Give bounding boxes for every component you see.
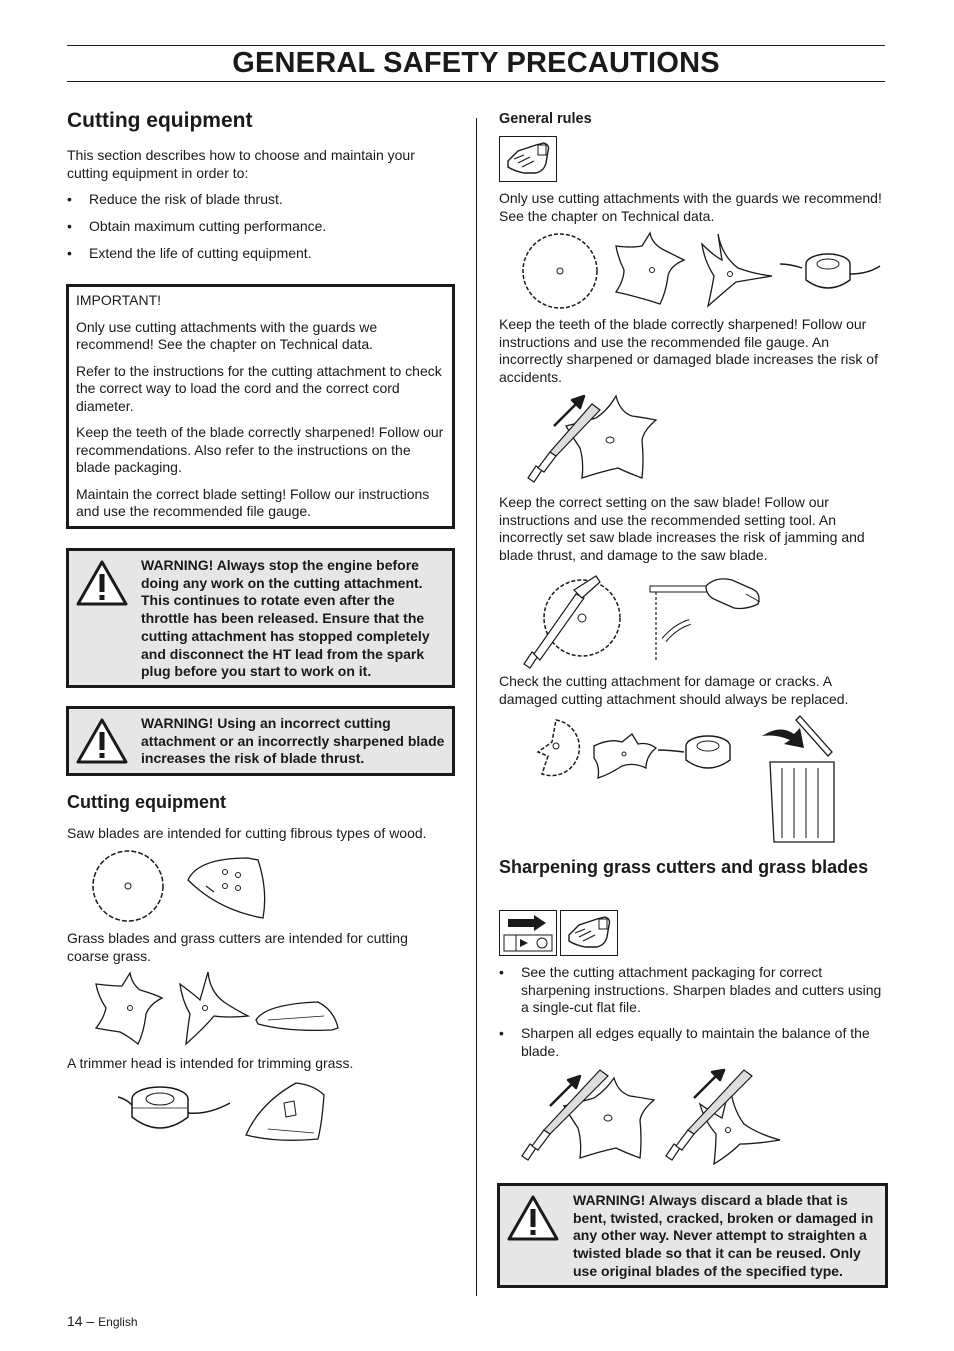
trimmer-head-text: A trimmer head is intended for trimming grass. xyxy=(67,1055,354,1071)
footer-language: English xyxy=(98,1315,138,1329)
bullet-item: • Reduce the risk of blade thrust. xyxy=(67,191,447,209)
grass-cutter-icon xyxy=(702,234,772,306)
important-paragraph: Refer to the instructions for the cutting attachment to check the correct way to load the cord and the correct cord diameter. xyxy=(76,362,442,414)
sharpen-blade-illustration xyxy=(520,390,660,485)
glove-icon xyxy=(500,137,556,181)
glove-symbol xyxy=(560,910,618,956)
important-paragraph: Only use cutting attachments with the guards we recommend! See the chapter on Technical data. xyxy=(76,318,378,352)
warning-text: WARNING! Always stop the engine before doing any work on the cutting attachment. This continues to rotate even after the throttle has been released. Ensure that the cutting attachment has stopped completely and disconnect the HT lead from the spark plug before you start to work on it. xyxy=(141,557,430,680)
rule-text: Keep the correct setting on the saw blade! Follow our instructions and use the recommended setting tool. An incorrectly set saw blade increases the risk of jamming and blade thrust, and damage to the saw blade. xyxy=(499,494,865,563)
rule-text: Only use cutting attachments with the guards we recommend! See the chapter on Technical data. xyxy=(499,190,882,224)
page-footer xyxy=(67,1312,138,1331)
saw-blade-icon xyxy=(523,234,597,308)
title-rule xyxy=(67,81,885,82)
bullet-item: • Sharpen all edges equally to maintain the balance of the blade. xyxy=(499,1025,885,1060)
glove-icon xyxy=(706,579,760,609)
trimmer-head-icon xyxy=(118,1087,230,1128)
warning-box-stop-engine xyxy=(66,548,455,688)
trimmer-head-icon xyxy=(658,736,730,768)
bullet-item: • Obtain maximum cutting performance. xyxy=(67,218,447,236)
saw-blade-text: Saw blades are intended for cutting fibrous types of wood. xyxy=(67,825,427,841)
grass-cutter-icon xyxy=(180,972,248,1044)
saw-blade-icon xyxy=(93,851,163,921)
intro-text: This section describes how to choose and maintain your cutting equipment in order to: xyxy=(67,147,415,181)
cutting-attachments-illustration xyxy=(518,230,883,310)
warning-text: WARNING! Using an incorrect cutting attachment or an incorrectly sharpened blade increases the risk of blade thrust. xyxy=(141,715,445,767)
grass-blade-icon xyxy=(616,233,684,304)
bullet-item: • See the cutting attachment packaging for correct sharpening instructions. Sharpen blades and cutters using a single-cut flat file. xyxy=(499,964,885,1017)
grass-blade-icon xyxy=(594,734,656,778)
bullet-item: • Extend the life of cutting equipment. xyxy=(67,245,447,263)
important-paragraph: Keep the teeth of the blade correctly sharpened! Follow our recommendations. Also refer to the instructions on the blade packaging. xyxy=(76,424,444,475)
saw-blade-icon xyxy=(538,720,579,776)
guard-icon xyxy=(188,858,265,918)
warning-triangle-icon xyxy=(506,1194,560,1242)
saw-setting-illustration xyxy=(520,570,770,670)
sharpening-illustration xyxy=(518,1068,788,1166)
setting-tool-icon xyxy=(650,586,710,660)
grass-blade-illustration xyxy=(88,970,348,1048)
important-paragraph: Maintain the correct blade setting! Follow our instructions and use the recommended file gauge. xyxy=(76,485,430,519)
rule-text: Check the cutting attachment for damage or cracks. A damaged cutting attachment should always be replaced. xyxy=(499,673,849,707)
grass-blade-icon xyxy=(564,1078,654,1158)
warning-box-discard-blade xyxy=(497,1183,888,1288)
read-manual-symbol xyxy=(499,910,557,956)
guard-icon xyxy=(246,1083,324,1140)
grass-blade-icon xyxy=(96,973,162,1044)
page-number: 14 – xyxy=(67,1313,95,1329)
read-manual-icon xyxy=(500,911,556,955)
grass-cutter-icon xyxy=(700,1084,780,1164)
grass-blade-text: Grass blades and grass cutters are intended for cutting coarse grass. xyxy=(67,930,408,964)
rule-text: Keep the teeth of the blade correctly sharpened! Follow our instructions and use the recommended file gauge. An incorrectly sharpened or damaged blade increases the risk of accidents. xyxy=(499,316,878,385)
glove-icon xyxy=(561,911,617,955)
section-heading: Cutting equipment xyxy=(67,109,253,132)
trimmer-head-illustration xyxy=(118,1075,338,1145)
sharpening-heading: Sharpening grass cutters and grass blades xyxy=(499,857,869,877)
discard-attachments-illustration xyxy=(518,712,838,844)
warning-box-blade-thrust xyxy=(66,706,455,776)
column-divider xyxy=(476,118,477,1296)
arrow-icon xyxy=(694,1070,724,1098)
important-label: IMPORTANT! xyxy=(76,292,162,308)
important-box xyxy=(66,284,455,529)
warning-triangle-icon xyxy=(75,559,129,607)
page-title: GENERAL SAFETY PRECAUTIONS xyxy=(232,47,720,79)
saw-blade-illustration xyxy=(88,850,278,925)
warning-triangle-icon xyxy=(75,717,129,765)
general-rules-heading: General rules xyxy=(499,111,592,127)
glove-symbol xyxy=(499,136,557,182)
sub-heading: Cutting equipment xyxy=(67,792,226,812)
warning-text: WARNING! Always discard a blade that is bent, twisted, cracked, broken or damaged in any other way. Never attempt to straighten a twisted blade so that it can be reused. Only use original blades of the specified type. xyxy=(573,1192,874,1279)
arrow-icon xyxy=(762,728,804,748)
guard-icon xyxy=(256,1002,338,1030)
trimmer-head-icon xyxy=(780,254,880,288)
